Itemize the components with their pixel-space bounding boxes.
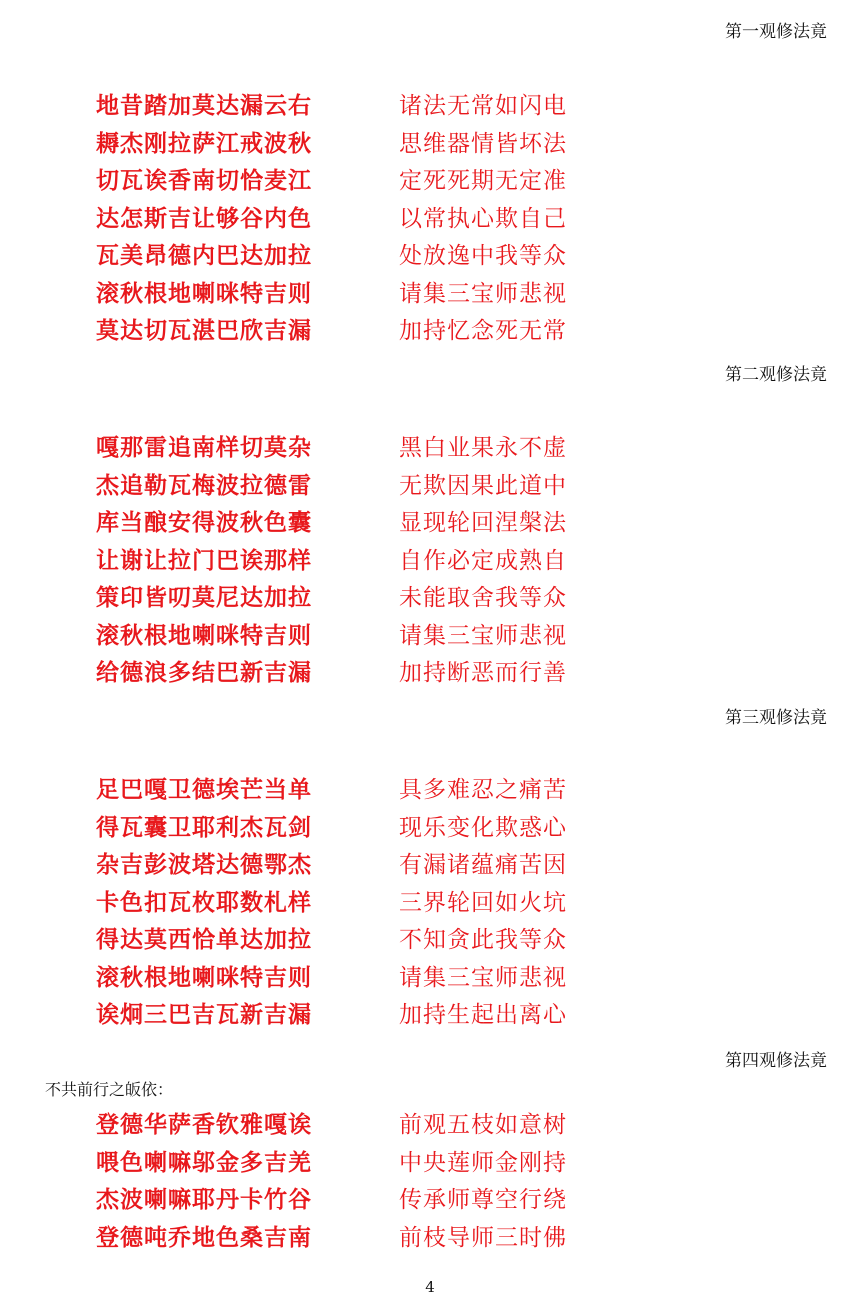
verse-translation: 有漏诸蕴痛苦因: [399, 852, 567, 878]
verse-row: [0, 91, 860, 129]
verse-translation: 诸法无常如闪电: [399, 93, 567, 119]
verse-translation: 未能取舍我等众: [399, 585, 567, 611]
verse-row: [0, 1000, 860, 1038]
verse-transliteration: 杰追勒瓦梅波拉德雷: [96, 471, 312, 499]
verse-transliteration: 让谢让拉门巴诶那样: [96, 546, 312, 574]
verse-transliteration: 策印皆叨莫尼达加拉: [96, 584, 312, 611]
verse-transliteration: 滚秋根地喇咪特吉则: [96, 963, 312, 991]
verse-row: [0, 166, 860, 204]
verse-row: [0, 204, 860, 242]
verse-translation: 处放逸中我等众: [399, 243, 567, 269]
verse-transliteration: 瓦美昂德内巴达加拉: [96, 242, 312, 269]
verse-row: [0, 1148, 860, 1186]
verse-row: [0, 658, 860, 696]
verse-transliteration: 滚秋根地喇咪特吉则: [96, 279, 312, 307]
verse-translation: 请集三宝师悲视: [399, 622, 567, 649]
verse-translation: 不知贪此我等众: [399, 927, 567, 953]
verse-translation: 中央莲师金刚持: [399, 1149, 567, 1176]
verse-transliteration: 卡色扣瓦枚耶数札样: [96, 888, 312, 916]
verse-row: [0, 583, 860, 621]
verse-transliteration: 诶炯三巴吉瓦新吉漏: [96, 1001, 312, 1028]
verse-row: [0, 279, 860, 317]
verse-translation: 加持断恶而行善: [399, 660, 567, 686]
verse-block: [0, 91, 860, 354]
verse-transliteration: 登德吨乔地色桑吉南: [96, 1223, 312, 1251]
verse-translation: 黑白业果永不虚: [399, 435, 567, 461]
section-heading: 第四观修法竟: [725, 1051, 827, 1071]
verse-row: [0, 316, 860, 354]
verse-translation: 前观五枝如意树: [399, 1112, 567, 1138]
verse-row: [0, 1223, 860, 1261]
verse-translation: 三界轮回如火坑: [399, 889, 567, 916]
verse-row: [0, 888, 860, 926]
verse-row: [0, 963, 860, 1001]
verse-translation: 请集三宝师悲视: [399, 280, 567, 307]
verse-row: [0, 1110, 860, 1148]
section-note: 不共前行之皈依：: [45, 1080, 174, 1099]
verse-transliteration: 得达莫西恰单达加拉: [96, 926, 312, 953]
verse-translation: 现乐变化欺惑心: [399, 814, 567, 841]
verse-translation: 具多难忍之痛苦: [399, 777, 567, 803]
section-heading: 第一观修法竟: [725, 22, 827, 42]
verse-row: [0, 546, 860, 584]
verse-transliteration: 达怎斯吉让够谷内色: [96, 204, 312, 232]
verse-block: [0, 433, 860, 696]
verse-transliteration: 库当酿安得波秋色囊: [96, 509, 312, 536]
verse-transliteration: 莫达切瓦湛巴欣吉漏: [96, 317, 312, 344]
verse-translation: 自作必定成熟自: [399, 547, 567, 574]
verse-translation: 前枝导师三时佛: [399, 1224, 567, 1251]
verse-row: [0, 813, 860, 851]
verse-transliteration: 切瓦诶香南切恰麦江: [96, 167, 312, 194]
verse-row: [0, 775, 860, 813]
verse-row: [0, 471, 860, 509]
verse-row: [0, 508, 860, 546]
verse-translation: 以常执心欺自己: [399, 205, 567, 232]
verse-transliteration: 滚秋根地喇咪特吉则: [96, 621, 312, 649]
verse-transliteration: 嘎那雷追南样切莫杂: [96, 434, 312, 461]
verse-transliteration: 杂吉彭波塔达德鄂杰: [96, 851, 312, 878]
verse-transliteration: 登德华萨香钦雅嘎诶: [96, 1111, 312, 1138]
verse-translation: 思维器情皆坏法: [399, 130, 567, 157]
verse-transliteration: 耨杰刚拉萨江戒波秋: [96, 129, 312, 157]
verse-translation: 加持生起出离心: [399, 1002, 567, 1028]
verse-transliteration: 给德浪多结巴新吉漏: [96, 659, 312, 686]
verse-translation: 加持忆念死无常: [399, 318, 567, 344]
verse-transliteration: 足巴嘎卫德埃芒当单: [96, 776, 312, 803]
section-heading: 第二观修法竟: [725, 365, 827, 385]
verse-block: [0, 775, 860, 1038]
section-heading: 第三观修法竟: [725, 708, 827, 728]
verse-block: [0, 1110, 860, 1260]
verse-transliteration: 杰波喇嘛耶丹卡竹谷: [96, 1186, 312, 1213]
verse-row: [0, 129, 860, 167]
verse-translation: 定死死期无定准: [399, 168, 567, 194]
verse-row: [0, 433, 860, 471]
verse-row: [0, 925, 860, 963]
verse-row: [0, 241, 860, 279]
page-number: 4: [425, 1278, 435, 1296]
verse-row: [0, 621, 860, 659]
verse-translation: 请集三宝师悲视: [399, 964, 567, 991]
verse-transliteration: 地昔踏加莫达漏云右: [96, 92, 312, 119]
verse-translation: 无欺因果此道中: [399, 472, 567, 499]
verse-transliteration: 喂色喇嘛邬金多吉羌: [96, 1148, 312, 1176]
verse-translation: 显现轮回涅槃法: [399, 510, 567, 536]
verse-transliteration: 得瓦囊卫耶利杰瓦剑: [96, 813, 312, 841]
verse-row: [0, 850, 860, 888]
verse-row: [0, 1185, 860, 1223]
verse-translation: 传承师尊空行绕: [399, 1187, 567, 1213]
